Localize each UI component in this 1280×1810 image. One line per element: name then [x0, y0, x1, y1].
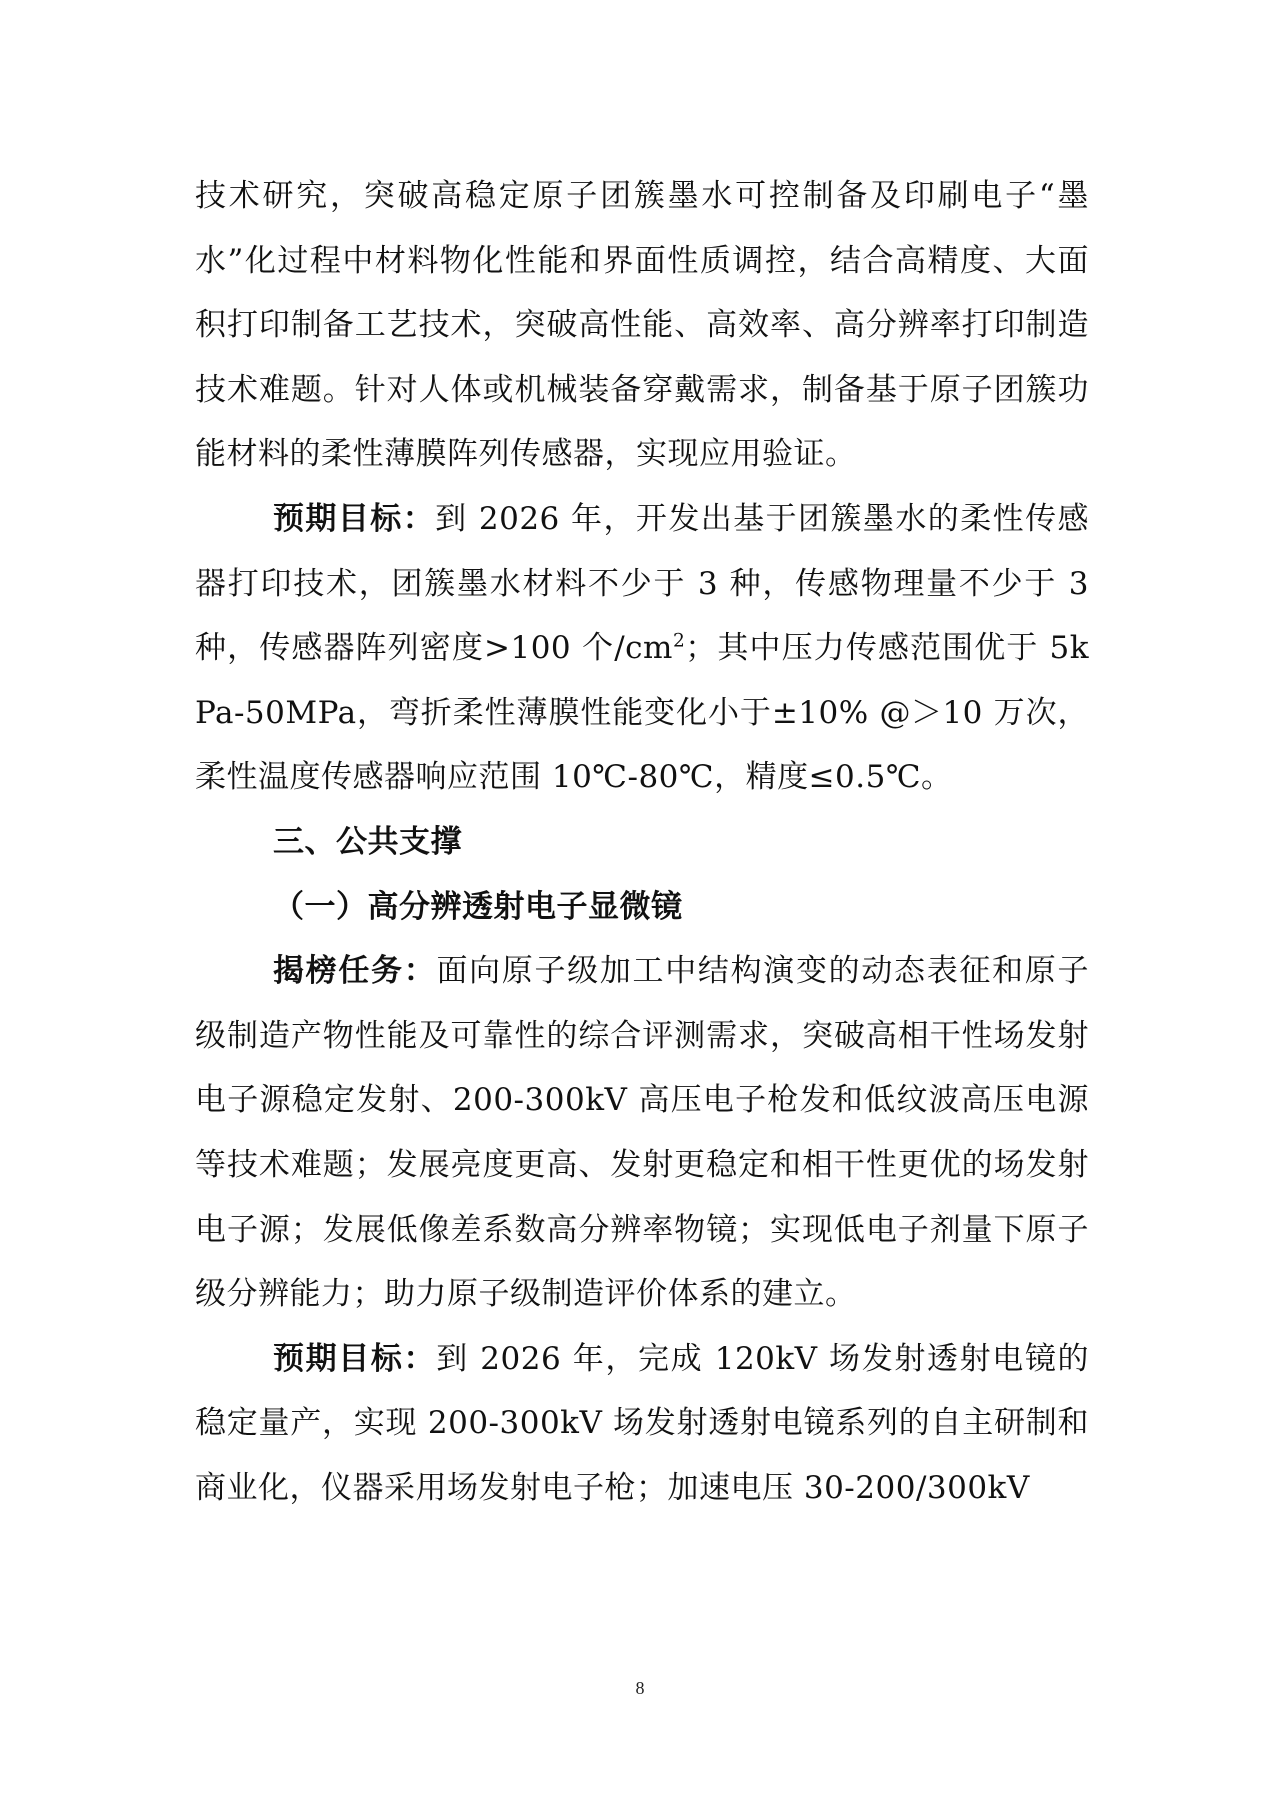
paragraph-text: 到 2026 年，完成 120kV 场发射透射电镜的稳定量产，实现 200-300kV 场发射透射电镜系列的自主研制和商业化，仪器采用场发射电子枪；加速电压 30-200/300kV [195, 1340, 1090, 1506]
paragraph-text: 技术研究，突破高稳定原子团簇墨水可控制备及印刷电子“墨水”化过程中材料物化性能和界面性质调控，结合高精度、大面积打印制备工艺技术，突破高性能、高效率、高分辨率打印制造技术难题。针对人体或机械装备穿戴需求，制备基于原子团簇功能材料的柔性薄膜阵列传感器，实现应用验证。 [195, 178, 1089, 473]
paragraph-text: 到 2026 年，开发出基于团簇墨水的柔性传感器打印技术，团簇墨水材料不少于 3 种，传感物理量不少于 3 种，传感器阵列密度>100 个/cm [195, 500, 1089, 667]
superscript: 2 [672, 630, 686, 652]
paragraph-expected-goal-tem [195, 1327, 1089, 1521]
paragraph-text: 面向原子级加工中结构演变的动态表征和原子级制造产物性能及可靠性的综合评测需求，突破高相干性场发射电子源稳定发射、200-300kV 高压电子枪发和低纹波高压电源等技术难题；发展亮度更高、发射更稳定和相干性更优的场发射电子源；发展低像差系数高分辨率物镜；实现低电子剂量下原子级分辨能力；助力原子级制造评价体系的建立。 [195, 953, 1089, 1313]
paragraph-research-continuation [195, 164, 1089, 487]
paragraph-label: 预期目标： [273, 500, 436, 537]
paragraph-label: 预期目标： [273, 1340, 437, 1377]
paragraph-task [195, 939, 1089, 1327]
paragraph-text: ；其中压力传感范围优于 5kPa-50MPa，弯折柔性薄膜性能变化小于±10% @＞10 万次，柔性温度传感器响应范围 10℃-80℃，精度≤0.5℃。 [195, 630, 1089, 796]
subsection-heading: （一）高分辨透射电子显微镜 [273, 888, 683, 925]
page-number: 8 [635, 1678, 645, 1698]
paragraph-label: 揭榜任务： [273, 953, 437, 990]
paragraph-expected-goal-sensors [195, 487, 1089, 810]
section-heading: 三、公共支撑 [273, 823, 462, 860]
document-body [195, 164, 1089, 1520]
